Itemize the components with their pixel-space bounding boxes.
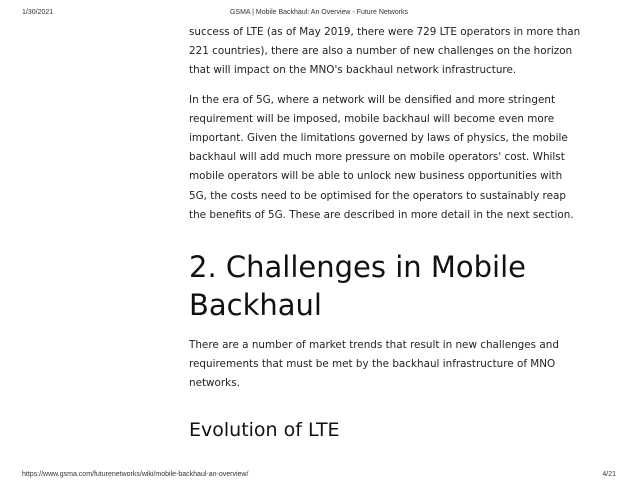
text-line: backhaul will add much more pressure on mobile operators' cost. Whilst [189,151,565,164]
print-footer [0,471,638,481]
text-line: requirement will be imposed, mobile backhaul will become even more [189,112,555,125]
print-page-number: 4/21 [602,471,616,478]
subsection-heading-evolution-lte: Evolution of LTE [189,418,340,441]
text-line: 221 countries), there are also a number of new challenges on the horizon [189,45,573,58]
text-line: important. Given the limitations governed by laws of physics, the mobile [189,132,568,145]
heading-line: Backhaul [189,288,322,323]
print-page-title: GSMA | Mobile Backhaul: An Overview - Future Networks [229,9,409,16]
section-heading-challenges [189,248,609,324]
text-line: that will impact on the MNO's backhaul network infrastructure. [189,64,517,77]
text-line: the benefits of 5G. These are described in more detail in the next section. [189,208,574,221]
article-body [189,23,609,443]
print-header [0,9,638,19]
text-line: mobile operators will be able to unlock new business opportunities with [189,170,563,183]
print-date: 1/30/2021 [22,9,54,16]
text-line: networks. [189,377,240,390]
paragraph-5g-era [189,91,609,225]
paragraph-lte-success [189,23,609,81]
text-line: There are a number of market trends that result in new challenges and [189,339,559,352]
heading-line: 2. Challenges in Mobile [189,250,526,285]
text-line: requirements that must be met by the backhaul infrastructure of MNO [189,358,556,371]
text-line: success of LTE (as of May 2019, there were 729 LTE operators in more than [189,26,581,38]
print-url: https://www.gsma.com/futurenetworks/wiki/mobile-backhaul-an-overview/ [22,471,249,478]
text-line: In the era of 5G, where a network will be densified and more stringent [189,93,556,106]
paragraph-market-trends [189,336,609,394]
text-line: 5G, the costs need to be optimised for the operators to sustainably reap [189,189,566,202]
